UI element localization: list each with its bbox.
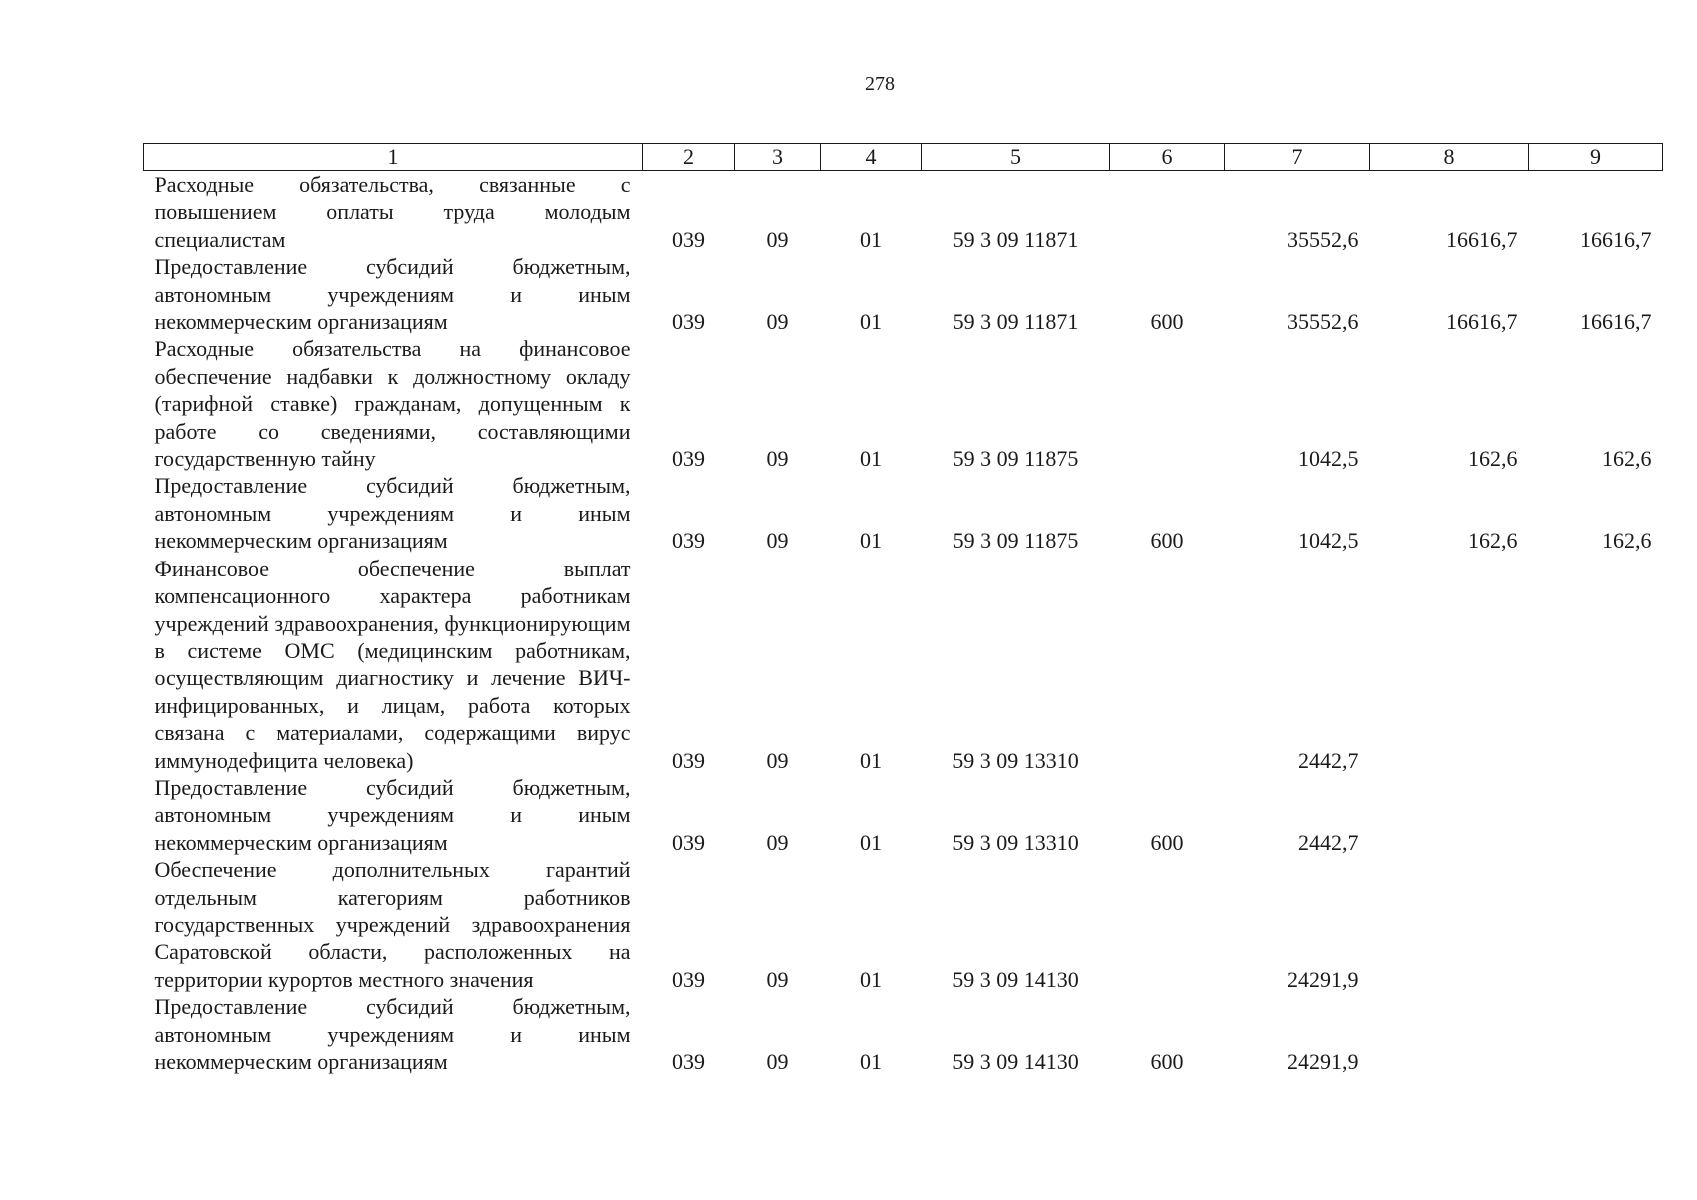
row-amount-3: 162,6 <box>1602 528 1652 554</box>
row-description: Расходные обязательства, связанные с повышением оплаты труда молодым специалистам <box>154 172 631 252</box>
column-header-6: 6 <box>1110 144 1225 171</box>
table-row <box>144 555 1663 774</box>
column-header-9: 9 <box>1529 144 1663 171</box>
row-subsection-code: 01 <box>860 446 882 472</box>
row-amount-1: 2442,7 <box>1298 829 1359 855</box>
row-ministry-code: 039 <box>672 226 705 252</box>
row-expense-type <box>1110 856 1225 993</box>
row-description: Расходные обязательства на финансовое обеспечение надбавки к должностному окладу (тарифной ставке) гражданам, допущенным к работе со сведениями, составляющими государственную тайну <box>154 336 631 472</box>
row-description: Предоставление субсидий бюджетным, автономным учреждениям и иным некоммерческим организациям <box>154 774 631 855</box>
row-amount-1: 35552,6 <box>1287 226 1359 252</box>
row-target-article: 59 3 09 14130 <box>952 966 1079 992</box>
row-expense-type <box>1110 335 1225 472</box>
table-row <box>144 253 1663 335</box>
row-section-code: 09 <box>766 226 789 252</box>
row-section-code: 09 <box>766 446 789 472</box>
row-subsection-code: 01 <box>860 829 882 855</box>
column-header-2: 2 <box>643 144 735 171</box>
row-amount-2: 162,6 <box>1468 528 1518 554</box>
row-target-article: 59 3 09 14130 <box>952 1049 1079 1074</box>
row-amount-3 <box>1529 555 1663 774</box>
row-amount-3: 162,6 <box>1602 446 1652 472</box>
row-subsection-code: 01 <box>860 747 882 773</box>
table-row <box>144 171 1663 254</box>
row-target-article: 59 3 09 11871 <box>952 226 1079 252</box>
row-amount-1: 1042,5 <box>1298 446 1359 472</box>
table-row <box>144 856 1663 993</box>
table-row <box>144 472 1663 554</box>
row-ministry-code: 039 <box>672 446 705 472</box>
row-description: Финансовое обеспечение выплат компенсационного характера работникам учреждений здравоохранения, функционирующим в системе ОМС (медицинским работникам, осуществляющим диагностику и лечение ВИЧ-инфицированных, и лицам, работа которых связана с материалами, содержащими вирус иммунодефицита человека) <box>154 555 631 773</box>
row-section-code: 09 <box>766 966 789 992</box>
row-amount-2: 16616,7 <box>1446 309 1518 335</box>
row-amount-3 <box>1529 856 1663 993</box>
row-target-article: 59 3 09 13310 <box>952 829 1079 855</box>
row-description: Предоставление субсидий бюджетным, автономным учреждениям и иным некоммерческим организациям <box>154 994 631 1074</box>
column-number-header-row <box>144 144 1663 171</box>
column-header-1: 1 <box>144 144 643 171</box>
row-subsection-code: 01 <box>860 966 882 992</box>
row-ministry-code: 039 <box>672 966 705 992</box>
row-expense-type <box>1110 171 1225 254</box>
row-description: Предоставление субсидий бюджетным, автономным учреждениям и иным некоммерческим организациям <box>154 254 631 335</box>
row-amount-1: 35552,6 <box>1287 309 1359 335</box>
row-section-code: 09 <box>766 829 789 855</box>
column-header-3: 3 <box>735 144 821 171</box>
row-section-code: 09 <box>766 1049 789 1074</box>
row-ministry-code: 039 <box>672 1049 705 1074</box>
row-expense-type: 600 <box>1150 309 1184 335</box>
column-header-5: 5 <box>922 144 1110 171</box>
row-subsection-code: 01 <box>860 226 882 252</box>
table-row <box>144 335 1663 472</box>
row-section-code: 09 <box>766 747 789 773</box>
row-ministry-code: 039 <box>672 309 705 335</box>
row-amount-3 <box>1529 774 1663 856</box>
row-target-article: 59 3 09 13310 <box>952 747 1079 773</box>
row-target-article: 59 3 09 11875 <box>952 446 1079 472</box>
row-expense-type: 600 <box>1150 1049 1184 1074</box>
row-amount-2: 16616,7 <box>1446 226 1518 252</box>
column-header-8: 8 <box>1370 144 1529 171</box>
page-number: 278 <box>865 73 895 95</box>
row-description: Предоставление субсидий бюджетным, автономным учреждениям и иным некоммерческим организациям <box>154 473 631 554</box>
row-subsection-code: 01 <box>860 528 882 554</box>
row-ministry-code: 039 <box>672 747 705 773</box>
row-amount-2 <box>1370 774 1529 856</box>
row-target-article: 59 3 09 11871 <box>952 309 1079 335</box>
row-subsection-code: 01 <box>860 1049 882 1074</box>
row-amount-1: 2442,7 <box>1298 747 1359 773</box>
table-row <box>144 993 1663 1075</box>
row-subsection-code: 01 <box>860 309 882 335</box>
row-expense-type <box>1110 555 1225 774</box>
row-amount-2 <box>1370 993 1529 1075</box>
row-section-code: 09 <box>766 528 789 554</box>
row-amount-2: 162,6 <box>1468 446 1518 472</box>
row-expense-type: 600 <box>1150 829 1184 855</box>
row-amount-2 <box>1370 856 1529 993</box>
row-amount-1: 1042,5 <box>1298 528 1359 554</box>
column-header-7: 7 <box>1225 144 1370 171</box>
row-amount-1: 24291,9 <box>1287 966 1359 992</box>
row-amount-3 <box>1529 993 1663 1075</box>
row-expense-type: 600 <box>1150 528 1184 554</box>
row-description: Обеспечение дополнительных гарантий отдельным категориям работников государственных учреждений здравоохранения Саратовской области, расположенных на территории курортов местного значения <box>154 857 631 992</box>
row-amount-2 <box>1370 555 1529 774</box>
row-target-article: 59 3 09 11875 <box>952 528 1079 554</box>
row-amount-3: 16616,7 <box>1580 309 1652 335</box>
row-amount-3: 16616,7 <box>1580 226 1652 252</box>
row-section-code: 09 <box>766 309 789 335</box>
row-ministry-code: 039 <box>672 829 705 855</box>
row-amount-1: 24291,9 <box>1287 1049 1359 1074</box>
table-row <box>144 774 1663 856</box>
column-header-4: 4 <box>821 144 922 171</box>
budget-table <box>143 143 1663 1075</box>
row-ministry-code: 039 <box>672 528 705 554</box>
